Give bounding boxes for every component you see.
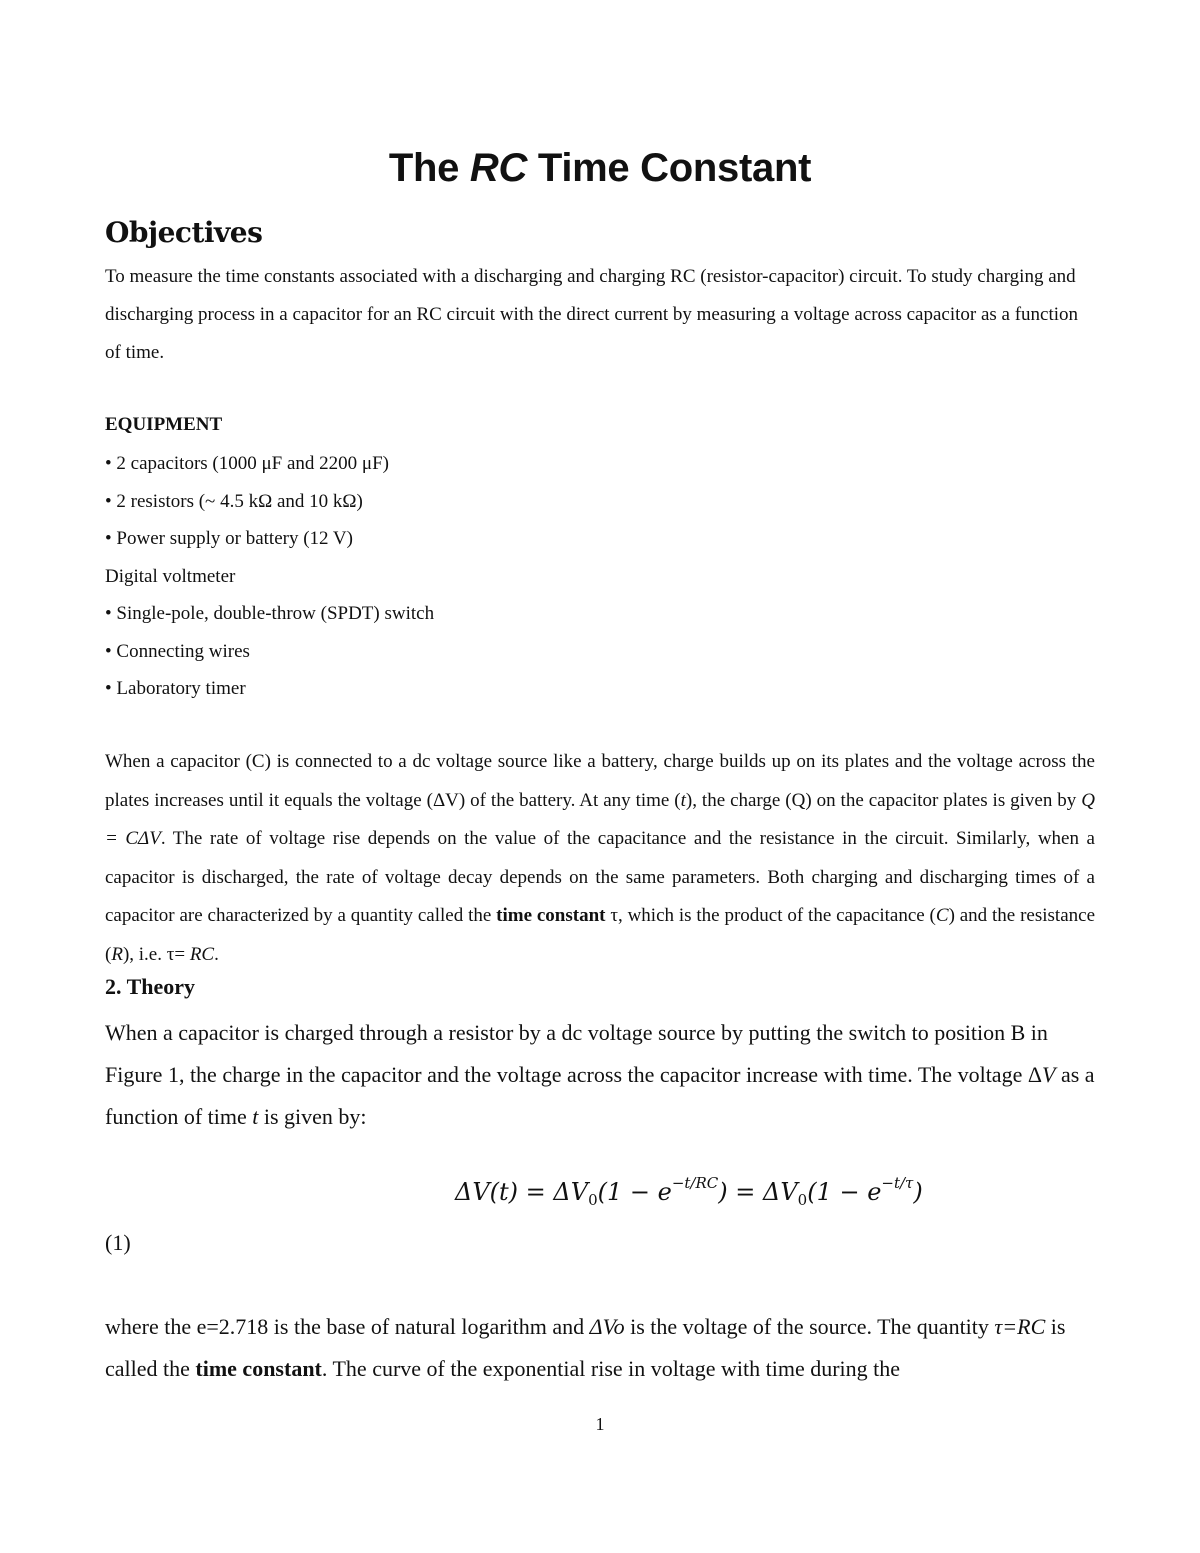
charging-equation: $\Delta V(t) = \Delta V_0(1 - e^{-t/RC}) = \Delta V_0(1 - e^{-t/\tau})$ [455, 1174, 923, 1209]
equipment-heading: EQUIPMENT [105, 414, 223, 435]
list-item: • Power supply or battery (12 V) [105, 528, 353, 549]
objectives-paragraph: To measure the time constants associated with a discharging and charging RC (resistor-capacitor) circuit. To study charging and discharging process in a capacitor for an RC circuit with the direct current by measuring a voltage across capacitor as a function of time. [105, 266, 1079, 363]
list-item: • Connecting wires [105, 640, 250, 662]
list-item: • Laboratory timer [105, 678, 246, 699]
title-post: Time Constant [527, 146, 812, 190]
page-title [0, 146, 1200, 191]
charge-formula: Q = CΔV [105, 789, 1095, 849]
title-pre: The [388, 146, 470, 190]
list-item: • 2 resistors (~ 4.5 kΩ and 10 kΩ) [105, 490, 363, 512]
page-number: 1 [595, 1414, 605, 1434]
equipment-list [105, 445, 1095, 708]
intro-paragraph: When a capacitor (C) is connected to a dc voltage source like a battery, charge builds up on its plates and the voltage across the plates increases until it equals the voltage (ΔV) of the battery. At any time (t), the charge (Q) on the capacitor plates is given by Q = CΔV. The rate of voltage rise depends on the value of the capacitance and the resistance in the circuit. Similarly, when a capacitor is discharged, the rate of voltage decay depends on the same parameters. Both charging and discharging times of a capacitor are characterized by a quantity called the time constant τ, which is the product of the capacitance (C) and the resistance (R), i.e. τ= RC. [105, 751, 1095, 965]
where-paragraph: where the e=2.718 is the base of natural logarithm and ΔVo is the voltage of the source. The quantity τ=RC is called the time constant. The curve of the exponential rise in voltage with time during the [105, 1314, 1066, 1381]
time-constant-term: time constant [496, 905, 606, 926]
theory-heading: 2. Theory [105, 974, 196, 999]
list-item: Digital voltmeter [105, 565, 236, 587]
objectives-heading: Objectives [105, 216, 263, 249]
title-italic-rc: RC [469, 146, 528, 190]
theory-paragraph: When a capacitor is charged through a resistor by a dc voltage source by putting the switch to position B in Figure 1, the charge in the capacitor and the voltage across the capacitor increase with time. The voltage ΔV as a function of time t is given by: [105, 1020, 1095, 1129]
equation-number: (1) [105, 1230, 131, 1255]
list-item: • Single-pole, double-throw (SPDT) switch [105, 603, 435, 624]
list-item: • 2 capacitors (1000 μF and 2200 μF) [105, 453, 390, 474]
